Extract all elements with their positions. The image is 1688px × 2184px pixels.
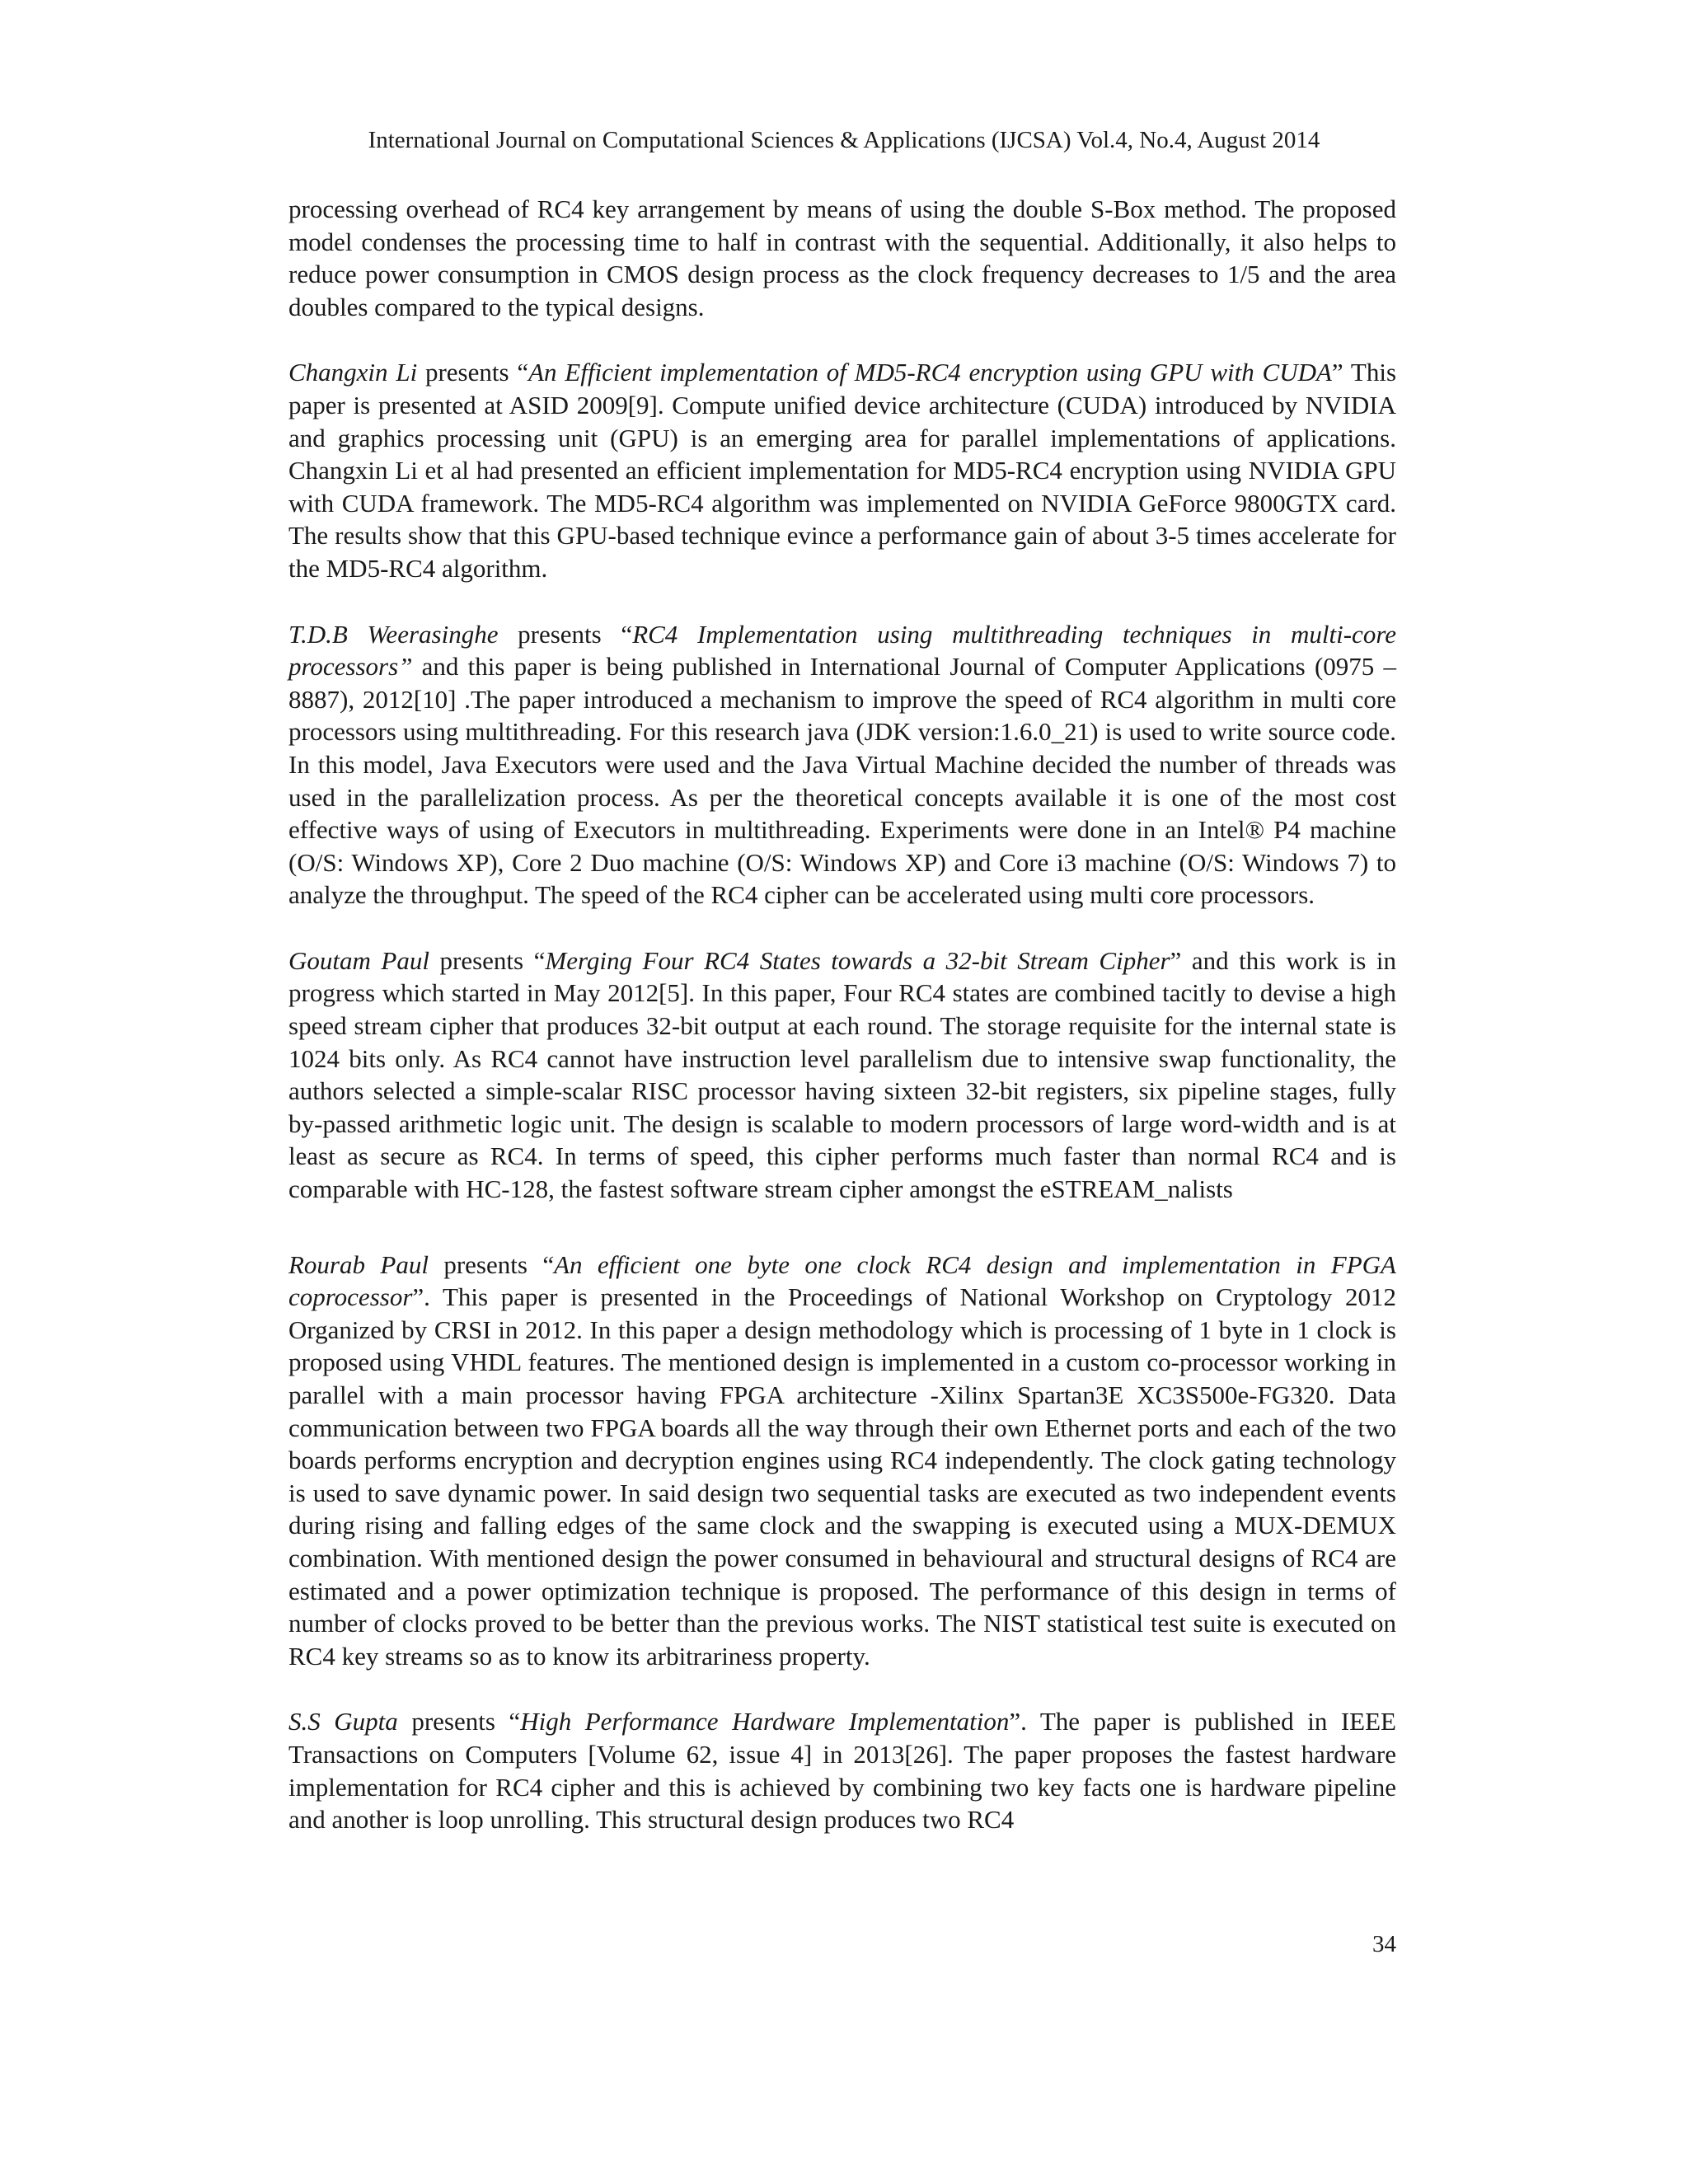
paragraph-body: and this paper is being published in International Journal of Computer Applications (0975 – 8887), 2012[10] .The paper introduced a mechanism to improve the speed of RC4 algorithm in multi core processors using multithreading. For this research java (JDK version:1.6.0_21) is used to write source code. In this model, Java Executors were used and the Java Virtual Machine decided the number of threads was used in the parallelization process. As per the theoretical concepts available it is one of the most cost effective ways of using of Executors in multithreading. Experiments were done in an Intel® P4 machine (O/S: Windows XP), Core 2 Duo machine (O/S: Windows XP) and Core i3 machine (O/S: Windows 7) to analyze the throughput. The speed of the RC4 cipher can be accelerated using multi core processors. bbox=[288, 652, 1396, 910]
paper-title: Merging Four RC4 States towards a 32-bit Stream Cipher bbox=[545, 945, 1170, 975]
paragraph-body: ”. This paper is presented in the Proceedings of National Workshop on Cryptology 2012 Organized by CRSI in 2012. In this paper a design methodology which is processing of 1 byte in 1 clock is proposed using VHDL features. The mentioned design is implemented in a custom co-processor working in parallel with a main processor having FPGA architecture -Xilinx Spartan3E XC3S500e-FG320. Data communication between two FPGA boards all the way through their own Ethernet ports and each of the two boards performs encryption and decryption engines using RC4 independently. The clock gating technology is used to save dynamic power. In said design two sequential tasks are executed as two independent events during rising and falling edges of the same clock and the swapping is executed using a MUX-DEMUX combination. With mentioned design the power consumed in behavioural and structural designs of RC4 are estimated and a power optimization technique is proposed. The performance of this design in terms of number of clocks proved to be better than the previous works. The NIST statistical test suite is executed on RC4 key streams so as to know its arbitrariness property. bbox=[288, 1282, 1396, 1671]
presents-text: presents “ bbox=[498, 619, 633, 649]
presents-text: presents “ bbox=[417, 358, 529, 387]
paragraph-body: ” This paper is presented at ASID 2009[9]. Compute unified device architecture (CUDA) introduced by NVIDIA and graphics processing unit (GPU) is an emerging area for parallel implementations of applications. Changxin Li et al had presented an efficient implementation for MD5-RC4 encryption using NVIDIA GPU with CUDA framework. The MD5-RC4 algorithm was implemented on NVIDIA GeForce 9800GTX card. The results show that this GPU-based technique evince a performance gain of about 3-5 times accelerate for the MD5-RC4 algorithm. bbox=[288, 358, 1397, 583]
paper-title: High Performance Hardware Implementation bbox=[520, 1707, 1010, 1736]
paper-title: An Efficient implementation of MD5-RC4 encryption using GPU with CUDA bbox=[528, 358, 1332, 387]
presents-text: presents “ bbox=[428, 1249, 555, 1279]
paragraph-ss-gupta bbox=[288, 1705, 1396, 1835]
paragraph-rourab-paul bbox=[288, 1249, 1396, 1673]
paper-title: An efficient one byte one clock RC4 design and implementation in FPGA coprocessor bbox=[288, 1249, 1396, 1312]
author-name: S.S Gupta bbox=[288, 1707, 398, 1736]
author-name: Rourab Paul bbox=[288, 1249, 429, 1279]
paragraph-body: ”. The paper is published in IEEE Transactions on Computers [Volume 62, issue 4] in 2013[26]. The paper proposes the fastest hardware implementation for RC4 cipher and this is achieved by combining two key facts one is hardware pipeline and another is loop unrolling. This structural design produces two RC4 bbox=[288, 1707, 1396, 1835]
presents-text: presents “ bbox=[397, 1707, 521, 1736]
paragraph-body: ” and this work is in progress which started in May 2012[5]. In this paper, Four RC4 states are combined tacitly to devise a high speed stream cipher that produces 32-bit output at each round. The storage requisite for the internal state is 1024 bits only. As RC4 cannot have instruction level parallelism due to intensive swap functionality, the authors selected a simple-scalar RISC processor having sixteen 32-bit registers, six pipeline stages, fully by-passed arithmetic logic unit. The design is scalable to modern processors of large word-width and is at least as secure as RC4. In terms of speed, this cipher performs much faster than normal RC4 and is comparable with HC-128, the fastest software stream cipher amongst the eSTREAM_nalists bbox=[288, 945, 1397, 1204]
author-name: Goutam Paul bbox=[288, 945, 429, 975]
paragraph-goutam-paul bbox=[288, 944, 1396, 1206]
author-name: T.D.B Weerasinghe bbox=[288, 619, 499, 649]
paragraph-rc4-double-sbox: processing overhead of RC4 key arrangement by means of using the double S-Box method. The proposed model condenses the processing time to half in contrast with the sequential. Additionally, it also helps to reduce power consumption in CMOS design process as the clock frequency decreases to 1/5 and the area doubles compared to the typical designs. bbox=[288, 194, 1396, 321]
presents-text: presents “ bbox=[429, 945, 546, 975]
paper-title: RC4 Implementation using multithreading techniques in multi-core processors” bbox=[288, 619, 1396, 682]
paragraph-weerasinghe bbox=[288, 618, 1396, 912]
paragraph-changxin-li bbox=[288, 356, 1396, 584]
author-name: Changxin Li bbox=[288, 358, 418, 387]
page-body bbox=[288, 193, 1396, 1836]
page-number: 34 bbox=[1372, 1931, 1396, 1957]
journal-header: International Journal on Computational Sciences & Applications (IJCSA) Vol.4, No.4, August 2014 bbox=[368, 127, 1320, 153]
